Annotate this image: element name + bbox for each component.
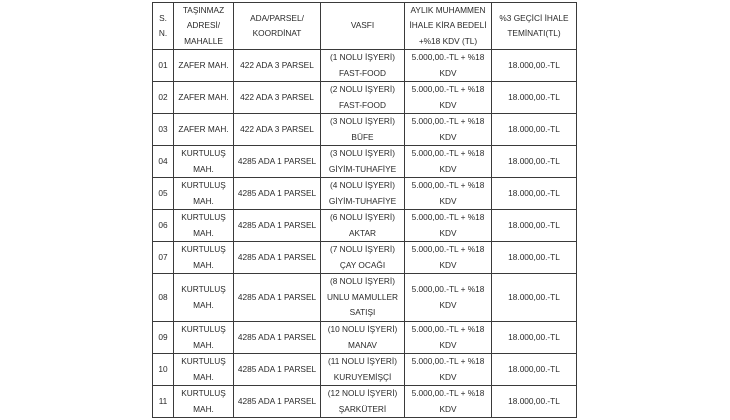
cell-rent-line: 5.000,00.-TL + %18 [411, 116, 485, 126]
header-text: KOORDİNAT [252, 28, 302, 38]
cell-rent-line: KDV [439, 227, 457, 238]
cell-rent-line: KDV [439, 299, 457, 310]
cell-deposit: 18.000,00.-TL [492, 82, 577, 114]
cell-sn: 04 [153, 146, 174, 178]
cell-sn: 05 [153, 178, 174, 210]
cell-deposit: 18.000,00.-TL [492, 386, 577, 418]
cell-usage-line: FAST-FOOD [338, 99, 387, 110]
cell-address [174, 178, 234, 210]
cell-usage-line: UNLU MAMULLER [327, 291, 398, 302]
cell-address-line: MAH. [193, 195, 214, 206]
cell-sn: 10 [153, 354, 174, 386]
cell-address-line: ZAFER MAH. [178, 91, 229, 102]
cell-deposit: 18.000,00.-TL [492, 274, 577, 322]
cell-usage [321, 50, 405, 82]
cell-rent-line: 5.000,00.-TL + %18 [411, 84, 485, 94]
cell-usage [321, 274, 405, 322]
header-text: N. [158, 28, 168, 38]
cell-address-line: MAH. [193, 339, 214, 350]
cell-usage-line: MANAV [348, 339, 377, 350]
table-row [153, 322, 577, 354]
cell-deposit: 18.000,00.-TL [492, 178, 577, 210]
cell-address-line: MAH. [193, 403, 214, 414]
header-text: ADA/PARSEL/ [250, 12, 304, 23]
cell-sn: 02 [153, 82, 174, 114]
cell-rent-line: KDV [439, 195, 457, 206]
cell-deposit: 18.000,00.-TL [492, 242, 577, 274]
cell-rent [405, 114, 492, 146]
cell-sn: 08 [153, 274, 174, 322]
cell-usage-line: (2 NOLU İŞYERİ) [329, 84, 395, 94]
header-parcel [234, 3, 321, 50]
cell-rent [405, 322, 492, 354]
cell-address-line: MAH. [193, 227, 214, 238]
cell-deposit: 18.000,00.-TL [492, 354, 577, 386]
header-text: AYLIK MUHAMMEN [410, 5, 486, 16]
cell-rent-line: KDV [439, 67, 457, 78]
cell-usage [321, 386, 405, 418]
cell-usage-line: (12 NOLU İŞYERİ) [327, 388, 398, 398]
header-text: %3 GEÇİCİ İHALE [499, 12, 569, 23]
cell-parcel: 4285 ADA 1 PARSEL [234, 322, 321, 354]
cell-address [174, 50, 234, 82]
table-row [153, 82, 577, 114]
cell-rent [405, 354, 492, 386]
cell-address [174, 210, 234, 242]
cell-rent [405, 178, 492, 210]
cell-sn: 03 [153, 114, 174, 146]
cell-sn: 06 [153, 210, 174, 242]
cell-rent-line: 5.000,00.-TL + %18 [411, 356, 485, 366]
cell-address-line: KURTULUŞ [181, 180, 226, 190]
cell-rent-line: KDV [439, 371, 457, 382]
table-row [153, 114, 577, 146]
cell-address [174, 242, 234, 274]
table-row [153, 178, 577, 210]
cell-sn: 09 [153, 322, 174, 354]
cell-address-line: KURTULUŞ [181, 148, 226, 158]
table-row [153, 242, 577, 274]
cell-deposit: 18.000,00.-TL [492, 210, 577, 242]
cell-rent-line: 5.000,00.-TL + %18 [411, 180, 485, 190]
cell-usage-line: (1 NOLU İŞYERİ) [329, 52, 395, 62]
header-text: ADRESİ/ [186, 20, 221, 31]
cell-usage [321, 242, 405, 274]
cell-rent [405, 386, 492, 418]
cell-usage-line: (7 NOLU İŞYERİ) [329, 244, 395, 254]
cell-usage [321, 354, 405, 386]
table-row [153, 210, 577, 242]
cell-address-line: ZAFER MAH. [178, 59, 229, 70]
cell-rent [405, 82, 492, 114]
cell-usage [321, 210, 405, 242]
cell-usage-line: GİYİM-TUHAFİYE [328, 163, 397, 174]
cell-address [174, 82, 234, 114]
cell-usage-line: AKTAR [348, 227, 377, 238]
cell-address-line: KURTULUŞ [181, 356, 226, 366]
cell-rent [405, 50, 492, 82]
cell-rent-line: 5.000,00.-TL + %18 [411, 244, 485, 254]
header-usage [321, 3, 405, 50]
cell-deposit: 18.000,00.-TL [492, 114, 577, 146]
cell-deposit: 18.000,00.-TL [492, 146, 577, 178]
header-address [174, 3, 234, 50]
cell-rent-line: 5.000,00.-TL + %18 [411, 148, 485, 158]
cell-usage-line: (4 NOLU İŞYERİ) [329, 180, 395, 190]
header-text: +%18 KDV (TL) [418, 35, 478, 46]
cell-parcel: 4285 ADA 1 PARSEL [234, 386, 321, 418]
cell-rent [405, 242, 492, 274]
cell-sn: 01 [153, 50, 174, 82]
table-row [153, 146, 577, 178]
cell-usage-line: BÜFE [351, 131, 374, 142]
cell-rent-line: KDV [439, 403, 457, 414]
cell-usage [321, 146, 405, 178]
cell-rent-line: 5.000,00.-TL + %18 [411, 388, 485, 398]
cell-rent-line: KDV [439, 163, 457, 174]
cell-rent-line: 5.000,00.-TL + %18 [411, 52, 485, 62]
cell-rent [405, 146, 492, 178]
cell-address-line: ZAFER MAH. [178, 123, 229, 134]
cell-address [174, 354, 234, 386]
cell-address-line: KURTULUŞ [181, 212, 226, 222]
cell-usage-line: (11 NOLU İŞYERİ) [327, 356, 397, 366]
header-text: TAŞINMAZ [182, 5, 225, 16]
cell-address-line: MAH. [193, 259, 214, 270]
header-text: TEMİNATI(TL) [507, 28, 561, 38]
table-header-row [153, 3, 577, 50]
table-body [153, 50, 577, 418]
cell-sn: 11 [153, 386, 174, 418]
cell-address-line: KURTULUŞ [181, 284, 226, 294]
cell-parcel: 4285 ADA 1 PARSEL [234, 178, 321, 210]
cell-parcel: 4285 ADA 1 PARSEL [234, 354, 321, 386]
cell-usage-line: (3 NOLU İŞYERİ) [329, 116, 395, 126]
tender-table [152, 2, 577, 418]
cell-address-line: KURTULUŞ [181, 388, 226, 398]
cell-address [174, 114, 234, 146]
header-rent [405, 3, 492, 50]
cell-address [174, 274, 234, 322]
cell-address-line: KURTULUŞ [181, 324, 226, 334]
cell-parcel: 422 ADA 3 PARSEL [234, 50, 321, 82]
cell-address-line: KURTULUŞ [181, 244, 226, 254]
cell-rent-line: KDV [439, 99, 457, 110]
header-deposit [492, 3, 577, 50]
header-text: İHALE KİRA BEDELİ [409, 20, 487, 31]
cell-address [174, 322, 234, 354]
cell-address-line: MAH. [193, 163, 214, 174]
header-text: VASFI [350, 20, 375, 31]
cell-usage [321, 322, 405, 354]
cell-rent [405, 274, 492, 322]
cell-parcel: 4285 ADA 1 PARSEL [234, 146, 321, 178]
cell-deposit: 18.000,00.-TL [492, 322, 577, 354]
cell-rent [405, 210, 492, 242]
cell-rent-line: 5.000,00.-TL + %18 [411, 212, 485, 222]
cell-address-line: MAH. [193, 371, 214, 382]
cell-usage-line: KURUYEMİŞÇİ [333, 371, 392, 382]
table-row [153, 386, 577, 418]
header-text: MAHALLE [184, 35, 223, 46]
cell-usage-line: ŞARKÜTERİ [338, 403, 387, 414]
cell-usage-line: (8 NOLU İŞYERİ) [329, 276, 395, 287]
cell-usage-line: (3 NOLU İŞYERİ) [329, 148, 395, 158]
cell-parcel: 4285 ADA 1 PARSEL [234, 242, 321, 274]
cell-usage [321, 82, 405, 114]
cell-parcel: 422 ADA 3 PARSEL [234, 82, 321, 114]
cell-sn: 07 [153, 242, 174, 274]
cell-usage-line: SATIŞI [349, 307, 376, 318]
table-row [153, 354, 577, 386]
header-sn [153, 3, 174, 50]
cell-rent-line: 5.000,00.-TL + %18 [411, 324, 485, 334]
cell-rent-line: KDV [439, 131, 457, 142]
cell-parcel: 4285 ADA 1 PARSEL [234, 210, 321, 242]
cell-usage-line: FAST-FOOD [338, 67, 387, 78]
cell-usage-line: (10 NOLU İŞYERİ) [327, 324, 398, 334]
cell-parcel: 422 ADA 3 PARSEL [234, 114, 321, 146]
cell-rent-line: KDV [439, 339, 457, 350]
cell-usage-line: (6 NOLU İŞYERİ) [329, 212, 395, 222]
cell-usage [321, 178, 405, 210]
table-row [153, 274, 577, 322]
table-row [153, 50, 577, 82]
cell-address [174, 386, 234, 418]
cell-parcel: 4285 ADA 1 PARSEL [234, 274, 321, 322]
cell-usage-line: ÇAY OCAĞI [339, 259, 386, 270]
cell-rent-line: KDV [439, 259, 457, 270]
header-text: S. [159, 12, 167, 23]
cell-usage [321, 114, 405, 146]
cell-deposit: 18.000,00.-TL [492, 50, 577, 82]
cell-address [174, 146, 234, 178]
cell-usage-line: GİYİM-TUHAFİYE [328, 195, 397, 206]
cell-rent-line: 5.000,00.-TL + %18 [411, 284, 485, 294]
cell-address-line: MAH. [193, 299, 214, 310]
